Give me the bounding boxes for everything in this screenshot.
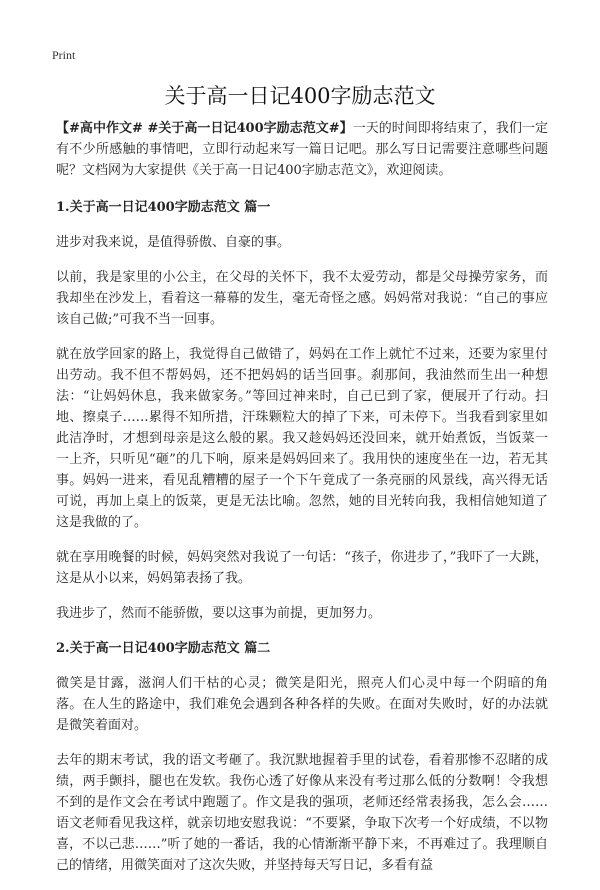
section-1 bbox=[56, 197, 548, 624]
intro-tag: 【#高中作文# #关于高一日记400字励志范文#】 bbox=[56, 121, 353, 136]
paragraph: 微笑是甘露，滋润人们干枯的心灵；微笑是阳光，照亮人们心灵中每一个阴暗的角落。在人生的路途中，我们难免会遇到各种各样的失败。在面对失败时，好的办法就是微笑着面对。 bbox=[56, 676, 548, 733]
paragraph: 以前，我是家里的小公主，在父母的关怀下，我不太爱劳动，都是父母操劳家务，而我却坐在沙发上，看着这一幕幕的发生，毫无奇怪之感。妈妈常对我说：“自己的事应该自己做;”可我不当一回事。 bbox=[56, 270, 548, 327]
document-body bbox=[56, 118, 548, 890]
intro-text: 一天的时间即将结束了，我们一定有不少所感触的事情吧，立即行动起来写一篇日记吧。那么写日记需要注意哪些问题呢？文档网为大家提供《关于高一日记400字励志范文》，欢迎阅读。 bbox=[56, 121, 548, 178]
paragraph: 进步对我来说，是值得骄傲、自豪的事。 bbox=[56, 235, 291, 250]
section-2 bbox=[56, 638, 548, 876]
intro-paragraph bbox=[56, 118, 548, 181]
print-label: Print bbox=[52, 48, 76, 62]
section-heading: 1.关于高一日记400字励志范文 篇一 bbox=[56, 200, 271, 215]
paragraph: 就在放学回家的路上，我觉得自己做错了，妈妈在工作上就忙不过来，还要为家里付出劳动。我不但不帮妈妈，还不把妈妈的话当回事。刹那间，我油然而生出一种想法：“让妈妈休息，我来做家务。”等回过神来时，自己已到了家，便展开了行动。扫地、擦桌子……累得不知所措，汗珠颗粒大的掉了下来，可未停下。当我看到家里如此洁净时，才想到母亲是这么般的累。我又趁妈妈还没回来，就开始煮饭，当饭菜一一上齐，只听见“砸”的几下响，原来是妈妈回来了。我用快的速度坐在一边，若无其事。妈妈一进来，看见乱糟糟的屋子一个下午竟成了一条亮丽的风景线，高兴得无话可说，再加上桌上的饭菜，更是无法比喻。忽然，她的目光转向我，我相信她知道了这是我做的了。 bbox=[56, 347, 548, 530]
paragraph: 我进步了，然而不能骄傲，要以这事为前提，更加努力。 bbox=[56, 606, 382, 621]
document-title: 关于高一日记400字励志范文 bbox=[164, 84, 436, 108]
paragraph: 就在享用晚餐的时候，妈妈突然对我说了一句话：“孩子，你进步了，”我吓了一大跳，这是从小以来，妈妈第表扬了我。 bbox=[56, 550, 548, 586]
section-heading: 2.关于高一日记400字励志范文 篇二 bbox=[56, 641, 271, 656]
paragraph: 去年的期末考试，我的语文考砸了。我沉默地握着手里的试卷，看着那惨不忍睹的成绩，两手颤抖，腿也在发软。我伤心透了好像从来没有考过那么低的分数啊！令我想不到的是作文会在考试中跑题了。作文是我的强项，老师还经常表扬我，怎么会……语文老师看见我这样，就亲切地安慰我说：“不要紧，争取下次考一个好成绩，不以物喜，不以己悲……”听了她的一番话，我的心情渐渐平静下来，不再难过了。我理顺自己的情绪，用微笑面对了这次失败，并坚持每天写日记，多看有益 bbox=[56, 753, 548, 873]
